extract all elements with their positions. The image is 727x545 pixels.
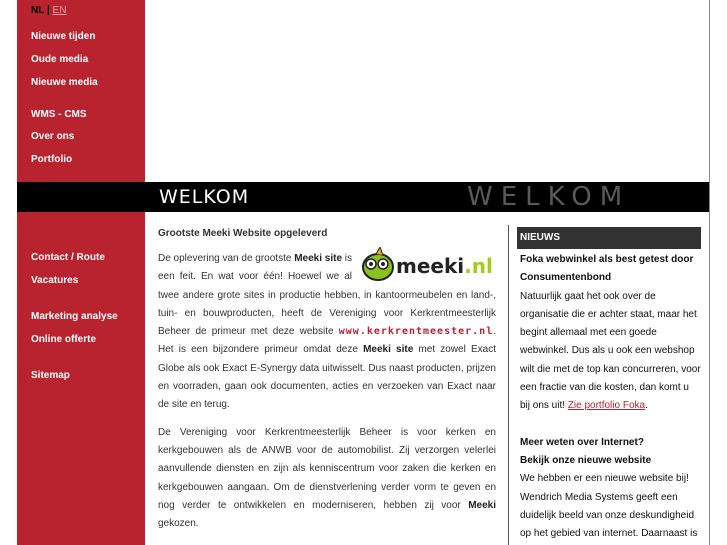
article <box>158 225 496 542</box>
kerkrentmeester-link[interactable]: www.kerkrentmeester.nl <box>338 326 494 338</box>
page-title: WELKOM <box>159 186 250 208</box>
nav-over-ons[interactable]: Over ons <box>31 131 75 142</box>
page-border <box>709 0 710 545</box>
nav-nieuwe-media[interactable]: Nieuwe media <box>31 77 98 88</box>
article-paragraph: De Vereniging voor Kerkrentmeesterlijk Beheer is voor kerken en kerkgebouwen als de ANWB voor de automobilist. Zij verzorgen velerlei aanvullende diensten en zijn als kenniscentrum voor zaken die kerken en kerkgebouwen aangaan. Om de dienstverlening verder vorm te geven en nog verder te ontwikkelen en moderniseren, hebben zij voor Meeki gekozen. <box>158 426 496 530</box>
lang-en[interactable]: EN <box>52 5 67 16</box>
page-title-band <box>17 182 709 212</box>
news-title: Foka webwinkel als best getest door <box>520 254 694 265</box>
sidebar <box>17 0 145 545</box>
nav-nieuwe-tijden[interactable]: Nieuwe tijden <box>31 31 96 42</box>
news-header: NIEUWS <box>517 227 701 249</box>
nav-online-offerte[interactable]: Online offerte <box>31 334 97 345</box>
lang-separator: | <box>46 5 50 16</box>
column-divider <box>508 225 509 545</box>
nav-contact-route[interactable]: Contact / Route <box>31 252 105 263</box>
meeki-logo <box>358 247 496 283</box>
news-body: We hebben er een nieuwe website bij! Wendrich Media Systems geeft een duidelijk beeld van onze deskundigheid op het gebied van internet. Daarnaast is <box>520 473 698 540</box>
nav-vacatures[interactable]: Vacatures <box>31 275 79 286</box>
nav-marketing-analyse[interactable]: Marketing analyse <box>31 311 118 322</box>
nav-portfolio[interactable]: Portfolio <box>31 154 73 165</box>
news-title: Meer weten over Internet? <box>520 436 644 448</box>
lang-nl[interactable]: NL <box>31 5 45 16</box>
svg-text:meeki.nl: meeki.nl <box>396 254 493 278</box>
article-title: Grootste Meeki Website opgeleverd <box>158 228 328 239</box>
portfolio-foka-link[interactable]: Zie portfolio Foka <box>567 400 646 412</box>
language-switch <box>31 5 66 16</box>
news-body: Natuurlijk gaat het ook over de organisatie die er achter staat, maar het begint allemaal met een goede webwinkel. Dus als u ook een webshop wilt die met de top kan concurreren, voor een fractie van die kosten, dan komt u bij ons uit! Zie portfolio Foka. <box>520 290 701 412</box>
news-title: Bekijk onze nieuwe website <box>520 454 652 466</box>
news-panel <box>517 227 701 543</box>
nav-wms-cms[interactable]: WMS - CMS <box>31 109 87 120</box>
nav-oude-media[interactable]: Oude media <box>31 54 89 65</box>
news-title: Consumentenbond <box>520 272 612 284</box>
nav-sitemap[interactable]: Sitemap <box>31 370 70 381</box>
article-paragraph: meeki.nl De oplevering van de grootste Meeki site is een feit. En wat voor één! Hoewel we al twee andere grote sites in productie hebben, in kantoormeubelen en land-, tuin- en bouwproducten, heeft de Vereniging voor Kerkrentmeesterlijk Beheer de primeur met deze website www.kerkrentmeester.nl. Het is een bijzondere primeur omdat deze Meeki site met zowel Exact Globe als ook Exact E-Synergy data uitwisselt. Dus naast producten, prijzen en voorraden, gaan ook documenten, acties en verzoeken van Exact naar de site en terug. <box>158 250 496 415</box>
title-watermark: WELKOM <box>467 182 631 212</box>
